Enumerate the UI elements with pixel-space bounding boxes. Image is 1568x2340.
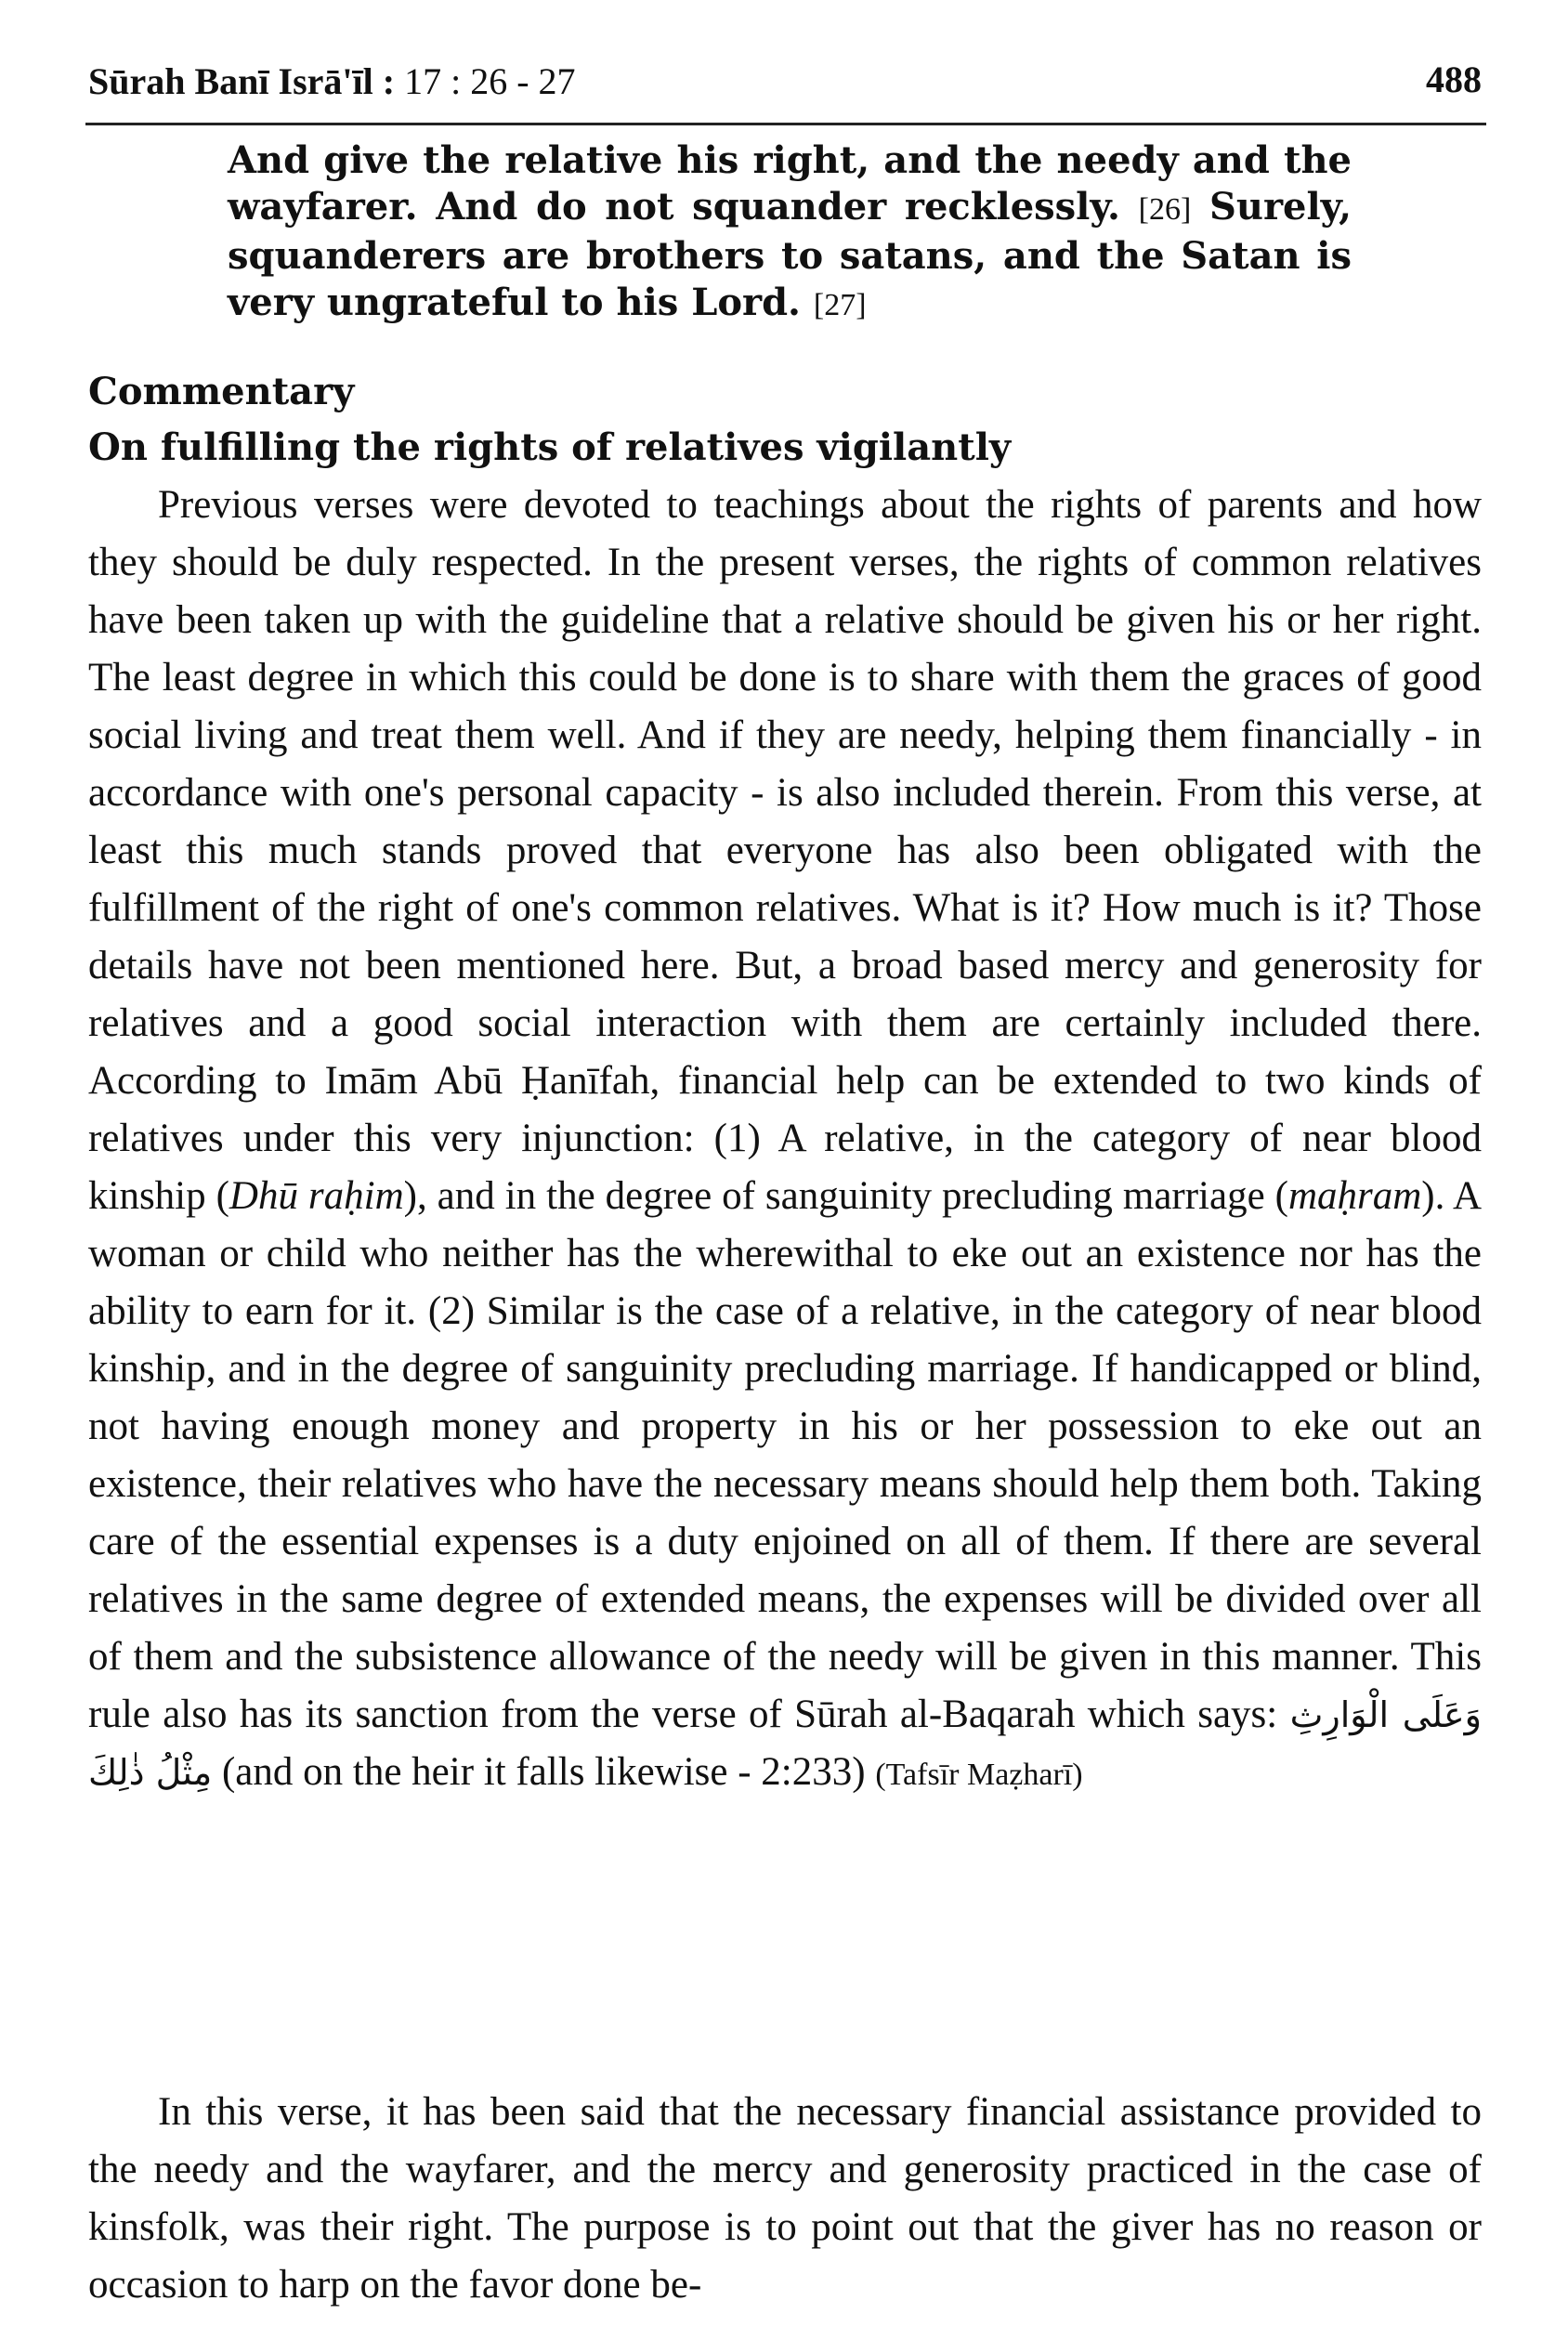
surah-title xyxy=(88,59,576,103)
verse-27-text: Surely, squanderers are brothers to satans, and the Satan is very ungrateful to his Lord. xyxy=(228,185,1352,324)
surah-name: Sūrah Banī Isrā'īl : xyxy=(88,60,396,102)
paragraph-1-text-a: Previous verses were devoted to teachings about the rights of parents and how they should be duly respected. In the present verses, the rights of common relatives have been taken up with the guideline that a relative should be given his or her right. The least degree in which this could be done is to share with them the graces of good social living and treat them well. And if they are needy, helping them financially - in accordance with one's personal capacity - is also included therein. From this verse, at least this much stands proved that everyone has also been obligated with the fulfillment of the right of one's common relatives. What is it? How much is it? Those details have not been mentioned here. But, a broad based mercy and generosity for relatives and a good social interaction with them are certainly included there. According to Imām Abū Ḥanīfah, financial help can be extended to two kinds of relatives under this very injunction: (1) A relative, in the category of near blood kinship ( xyxy=(88,483,1482,1218)
page-number: 488 xyxy=(1426,59,1482,100)
commentary-body-2 xyxy=(88,2084,1482,2314)
verse-number-27: [27] xyxy=(813,288,867,322)
term-mahram: maḥram xyxy=(1287,1174,1422,1218)
arabic-quote: وَعَلَى الْوَارِثِ مِثْلُ ذٰلِكَ xyxy=(88,1694,1482,1793)
paragraph-1-text-c: ). A woman or child who neither has the wherewithal to eke out an existence nor has the ability to earn for it. (2) Similar is the case of a relative, in the category of near blood kinship, and in the degree of sanguinity precluding marriage. If handicapped or blind, not having enough money and property in his or her possession to eke out an existence, their relatives who have the necessary means should help them both. Taking care of the essential expenses is a duty enjoined on all of them. If there are several relatives in the same degree of extended means, the expenses will be divided over all of them and the subsistence allowance of the needy will be given in this manner. This rule also has its sanction from the verse of Sūrah al-Baqarah which says: xyxy=(88,1174,1483,1736)
paragraph-1 xyxy=(88,477,1482,1804)
verse-reference: 17 : 26 - 27 xyxy=(404,60,576,102)
verse-26-text: And give the relative his right, and the needy and the wayfarer. And do not squander recklessly. xyxy=(228,138,1352,229)
header-divider xyxy=(85,123,1486,125)
citation: (Tafsīr Maẓharī) xyxy=(875,1758,1083,1792)
term-dhu-rahim: Dhū raḥim xyxy=(229,1174,404,1218)
paragraph-2: In this verse, it has been said that the necessary financial assistance provided to the needy and the wayfarer, and the mercy and generosity practiced in the case of kinsfolk, was their right. The purpose is to point out that the giver has no reason or occasion to harp on the favor done be- xyxy=(88,2090,1482,2307)
running-header xyxy=(88,48,1482,113)
verse-translation xyxy=(228,137,1352,329)
section-heading: On fulfilling the rights of relatives vigilantly xyxy=(88,425,1012,469)
commentary-body xyxy=(88,477,1482,1804)
paragraph-1-text-d: (and on the heir it falls likewise - 2:233) xyxy=(221,1750,866,1794)
paragraph-1-text-b: ), and in the degree of sanguinity precluding marriage ( xyxy=(403,1174,1288,1218)
commentary-heading: Commentary xyxy=(88,370,355,413)
verse-number-26: [26] xyxy=(1138,192,1192,227)
